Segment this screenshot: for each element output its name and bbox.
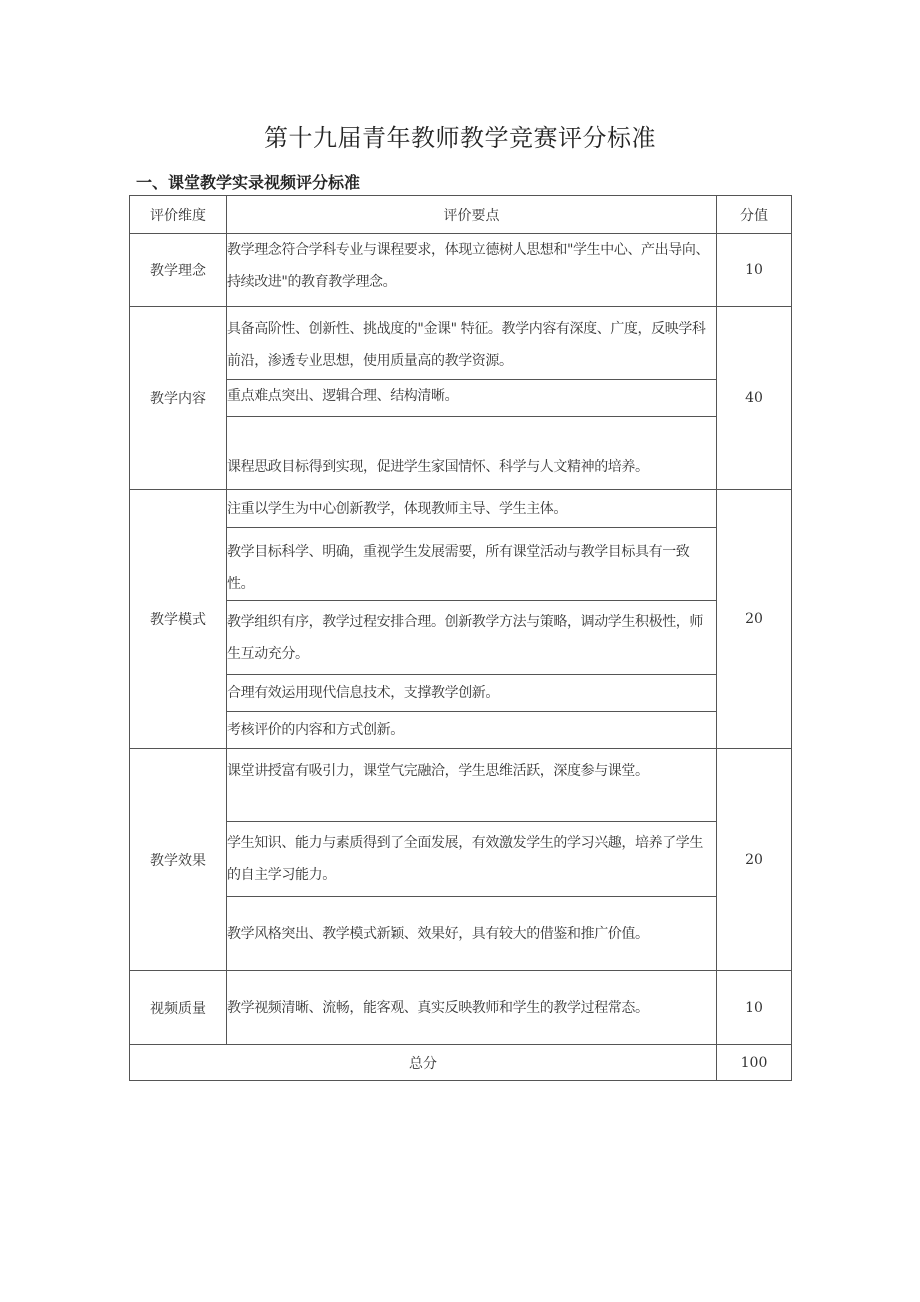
criterion-cell: 课程思政目标得到实现，促进学生家国情怀、科学与人文精神的培养。 (227, 417, 717, 490)
criterion-cell: 课堂讲授富有吸引力，课堂气完融洽，学生思维活跃，深度参与课堂。 (227, 749, 717, 822)
table-row (130, 234, 792, 307)
dimension-cell: 教学效果 (130, 749, 227, 971)
section-heading: 一、课堂教学实录视频评分标准 (136, 173, 361, 192)
table-row (130, 749, 792, 822)
score-cell: 20 (717, 749, 792, 971)
dimension-cell: 教学内容 (130, 307, 227, 490)
scoring-criteria-table (129, 195, 792, 1081)
criterion-cell: 合理有效运用现代信息技术，支撑教学创新。 (227, 675, 717, 712)
header-score: 分值 (717, 196, 792, 234)
criterion-cell: 重点难点突出、逻辑合理、结构清晰。 (227, 380, 717, 417)
dimension-cell: 教学模式 (130, 490, 227, 749)
header-points: 评价要点 (227, 196, 717, 234)
total-score: 100 (717, 1045, 792, 1081)
table-row (130, 675, 792, 712)
dimension-cell: 视频质量 (130, 971, 227, 1045)
table-row (130, 490, 792, 528)
header-dimension: 评价维度 (130, 196, 227, 234)
total-label: 总分 (130, 1045, 717, 1081)
table-row (130, 897, 792, 971)
table-row (130, 417, 792, 490)
table-row (130, 712, 792, 749)
table-row (130, 601, 792, 675)
criterion-cell: 教学目标科学、明确，重视学生发展需要，所有课堂活动与教学目标具有一致性。 (227, 528, 717, 601)
score-cell: 10 (717, 971, 792, 1045)
table-row (130, 971, 792, 1045)
table-row (130, 528, 792, 601)
criterion-cell: 教学组织有序，教学过程安排合理。创新教学方法与策略，调动学生积极性，师生互动充分。 (227, 601, 717, 675)
score-cell: 10 (717, 234, 792, 307)
score-cell: 20 (717, 490, 792, 749)
table-row (130, 380, 792, 417)
criterion-cell: 具备高阶性、创新性、挑战度的"金课" 特征。教学内容有深度、广度，反映学科前沿，渗透专业思想，使用质量高的教学资源。 (227, 307, 717, 380)
criterion-cell: 学生知识、能力与素质得到了全面发展，有效激发学生的学习兴趣，培养了学生的自主学习能力。 (227, 822, 717, 897)
page-title: 第十九届青年教师教学竞赛评分标准 (264, 124, 656, 152)
score-cell: 40 (717, 307, 792, 490)
table-header-row (130, 196, 792, 234)
criterion-cell: 注重以学生为中心创新教学，体现教师主导、学生主体。 (227, 490, 717, 528)
dimension-cell: 教学理念 (130, 234, 227, 307)
table-row (130, 307, 792, 380)
criterion-cell: 教学视频清晰、流畅，能客观、真实反映教师和学生的教学过程常态。 (227, 971, 717, 1045)
criterion-cell: 考核评价的内容和方式创新。 (227, 712, 717, 749)
criterion-cell: 教学风格突出、教学模式新颖、效果好，具有较大的借鉴和推广价值。 (227, 897, 717, 971)
total-row (130, 1045, 792, 1081)
table-row (130, 822, 792, 897)
criterion-cell: 教学理念符合学科专业与课程要求，体现立德树人思想和"学生中心、产出导向、持续改进"的教育教学理念。 (227, 234, 717, 307)
